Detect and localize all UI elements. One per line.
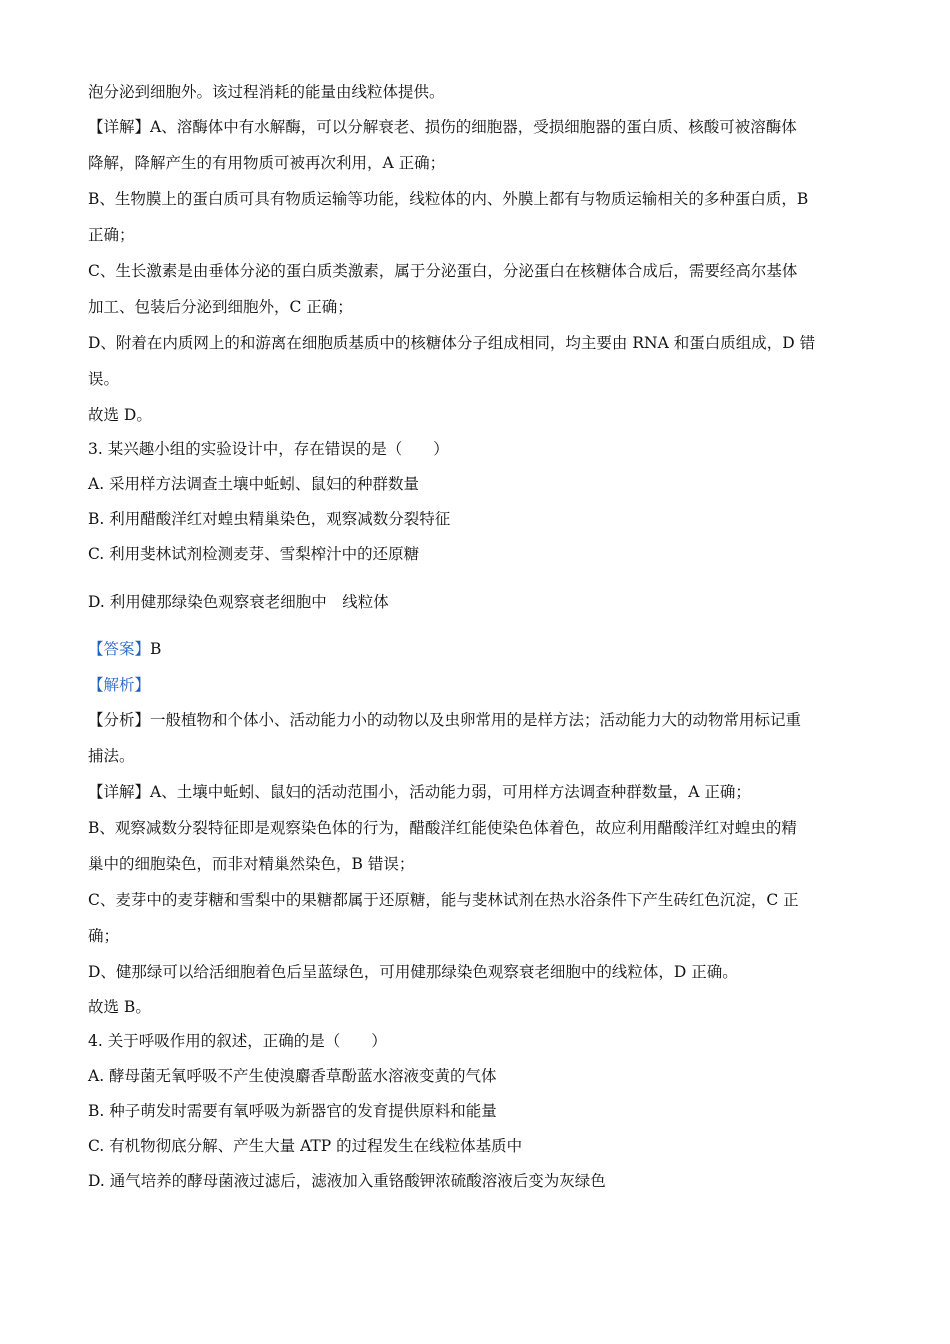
text-line: 正确； [88,226,135,244]
conclusion-line: 故选 D。 [88,406,152,424]
answer-line [88,638,868,660]
option-a: A. 酵母菌无氧呼吸不产生使溴麝香草酚蓝水溶液变黄的气体 [88,1067,497,1085]
text-line: D、附着在内质网上的和游离在细胞质基质中的核糖体分子组成相同，均主要由 RNA 和蛋白质组成，D 错 [88,334,816,352]
detail-paragraph: 【详解】A、土壤中蚯蚓、鼠妇的活动范围小，活动能力弱，可用样方法调查种群数量，A 正确； [88,783,751,801]
text-line: 误。 [88,370,120,388]
text-line: 确； [88,927,120,945]
option-c: C. 利用斐林试剂检测麦芽、雪梨榨汁中的还原糖 [88,545,420,563]
analysis-paragraph: 【分析】一般植物和个体小、活动能力小的动物以及虫卵常用的是样方法；活动能力大的动物常用标记重 [88,711,802,729]
text-line: D、健那绿可以给活细胞着色后呈蓝绿色，可用健那绿染色观察衰老细胞中的线粒体，D 正确。 [88,963,738,981]
conclusion-line: 故选 B。 [88,998,151,1016]
option-d: D. 利用健那绿染色观察衰老细胞中 线粒体 [88,593,389,611]
text-line: 降解，降解产生的有用物质可被再次利用，A 正确； [88,154,446,172]
answer-value: B [150,640,162,658]
text-line: C、麦芽中的麦芽糖和雪梨中的果糖都属于还原糖，能与斐林试剂在热水浴条件下产生砖红色沉淀，C 正 [88,891,799,909]
text-line: B、观察减数分裂特征即是观察染色体的行为，醋酸洋红能使染色体着色，故应利用醋酸洋红对蝗虫的精 [88,819,797,837]
text-line: 巢中的细胞染色，而非对精巢然染色，B 错误； [88,855,415,873]
text-line: 加工、包装后分泌到细胞外，C 正确； [88,298,353,316]
text-line: 泡分泌到细胞外。该过程消耗的能量由线粒体提供。 [88,83,445,101]
option-b: B. 种子萌发时需要有氧呼吸为新器官的发育提供原料和能量 [88,1102,497,1120]
answer-tag: 【答案】 [88,640,151,658]
option-c: C. 有机物彻底分解、产生大量 ATP 的过程发生在线粒体基质中 [88,1137,523,1155]
option-b: B. 利用醋酸洋红对蝗虫精巢染色，观察减数分裂特征 [88,510,451,528]
question-stem: 3. 某兴趣小组的实验设计中，存在错误的是（ ） [88,440,449,458]
text-line: 捕法。 [88,747,135,765]
option-a: A. 采用样方法调查土壤中蚯蚓、鼠妇的种群数量 [88,475,420,493]
analysis-tag: 【解析】 [88,676,151,694]
text-line: B、生物膜上的蛋白质可具有物质运输等功能，线粒体的内、外膜上都有与物质运输相关的多种蛋白质，B [88,190,809,208]
detail-paragraph: 【详解】A、溶酶体中有水解酶，可以分解衰老、损伤的细胞器，受损细胞器的蛋白质、核酸可被溶酶体 [88,118,797,136]
text-line: C、生长激素是由垂体分泌的蛋白质类激素，属于分泌蛋白，分泌蛋白在核糖体合成后，需要经高尔基体 [88,262,798,280]
option-d: D. 通气培养的酵母菌液过滤后，滤液加入重铬酸钾浓硫酸溶液后变为灰绿色 [88,1172,606,1190]
question-stem: 4. 关于呼吸作用的叙述，正确的是（ ） [88,1032,387,1050]
